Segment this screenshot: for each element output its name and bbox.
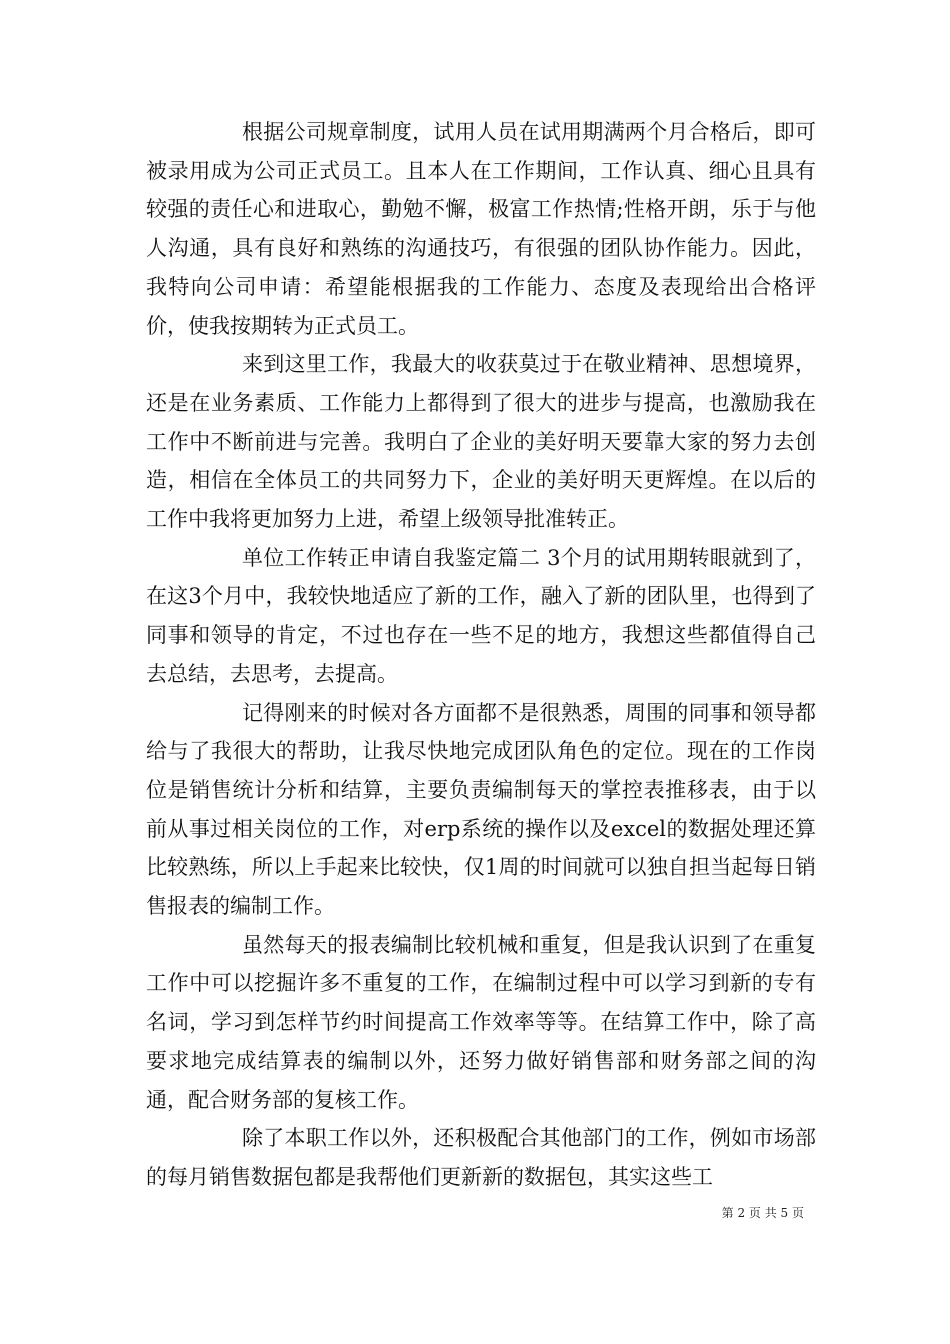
paragraph-1: 根据公司规章制度，试用人员在试用期满两个月合格后，即可被录用成为公司正式员工。且本人在工作期间，工作认真、细心且具有较强的责任心和进取心，勤勉不懈，极富工作热情;性格开朗，乐于与他人沟通，具有良好和熟练的沟通技巧，有很强的团队协作能力。因此，我特向公司申请：希望能根据我的工作能力、态度及表现给出合格评价，使我按期转为正式员工。	[146, 120, 816, 338]
paragraph-5: 虽然每天的报表编制比较机械和重复，但是我认识到了在重复工作中可以挖掘许多不重复的工作，在编制过程中可以学习到新的专有名词，学习到怎样节约时间提高工作效率等等。在结算工作中，除了高要求地完成结算表的编制以外，还努力做好销售部和财务部之间的沟通，配合财务部的复核工作。	[146, 932, 816, 1112]
page-number-footer: 第 2 页 共 5 页	[721, 1206, 804, 1220]
document-body	[146, 113, 816, 1197]
paragraph-2: 来到这里工作，我最大的收获莫过于在敬业精神、思想境界，还是在业务素质、工作能力上都得到了很大的进步与提高，也激励我在工作中不断前进与完善。我明白了企业的美好明天要靠大家的努力去创造，相信在全体员工的共同努力下，企业的美好明天更辉煌。在以后的工作中我将更加努力上进，希望上级领导批准转正。	[146, 352, 816, 532]
paragraph-3: 单位工作转正申请自我鉴定篇二 3个月的试用期转眼就到了，在这3个月中，我较快地适应了新的工作，融入了新的团队里，也得到了同事和领导的肯定，不过也存在一些不足的地方，我想这些都值得自己去总结，去思考，去提高。	[146, 545, 816, 686]
paragraph-4: 记得刚来的时候对各方面都不是很熟悉，周围的同事和领导都给与了我很大的帮助，让我尽快地完成团队角色的定位。现在的工作岗位是销售统计分析和结算，主要负责编制每天的掌控表推移表，由于以前从事过相关岗位的工作，对erp系统的操作以及excel的数据处理还算比较熟练，所以上手起来比较快，仅1周的时间就可以独自担当起每日销售报表的编制工作。	[146, 700, 816, 919]
paragraph-6: 除了本职工作以外，还积极配合其他部门的工作，例如市场部的每月销售数据包都是我帮他们更新新的数据包，其实这些工	[146, 1126, 816, 1189]
